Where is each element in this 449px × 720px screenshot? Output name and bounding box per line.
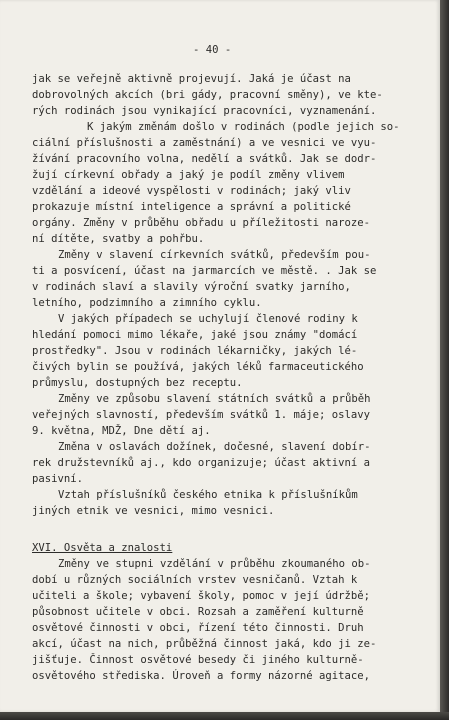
text-line: osvětového střediska. Úroveň a formy názorné agitace, (32, 670, 371, 682)
text-line: rek družstevníků aj., kdo organizuje; účast aktivní a (32, 457, 371, 469)
text-line: 9. května, MDŽ, Dne dětí aj. (32, 425, 211, 437)
text-line: dobrovolných akcích (bri gády, pracovní směny), ve kte- (32, 89, 383, 101)
text-line: pasivní. (32, 473, 84, 485)
text-line: Vztah příslušníků českého etnika k příslušníkům (58, 489, 358, 501)
text-line: jak se veřejně aktivně projevují. Jaká je účast na (32, 73, 351, 85)
text-line: Změny ve způsobu slavení státních svátků a průběh (58, 393, 371, 405)
page-number: - 40 - (193, 44, 232, 56)
text-line: ciální příslušnosti a zaměstnání) a ve vesnici ve vyu- (32, 137, 377, 149)
text-line: prostředky". Jsou v rodinách lékarničky, jakých lé- (32, 345, 358, 357)
text-line: čivých bylin se používá, jakých léků farmaceutického (32, 361, 364, 373)
text-line: jišťuje. Činnost osvětové besedy či jiného kulturně- (32, 654, 364, 666)
text-line: hledání pomoci mimo lékaře, jaké jsou známy "domácí (32, 329, 358, 341)
text-line: orgány. Změny v průběhu obřadu u příležitosti naroze- (32, 217, 371, 229)
section-heading: XVI. Osvěta a znalosti (32, 542, 173, 554)
text-line: vzdělání a ideové vyspělosti v rodinách; jaký vliv (32, 185, 351, 197)
text-line: ní dítěte, svatby a pohřbu. (32, 233, 205, 245)
text-line: rých rodinách jsou vynikající pracovníci, vyznamenání. (32, 105, 377, 117)
text-line: ti a posvícení, účast na jarmarcích ve městě. . Jak se (32, 265, 377, 277)
text-line: K jakým změnám došlo v rodinách (podle jejich so- (87, 121, 400, 133)
text-line: prokazuje místní inteligence a správní a politické (32, 201, 351, 213)
text-line: působnost učitele v obci. Rozsah a zaměření kulturně (32, 606, 364, 618)
text-line: učiteli a škole; vybavení školy, pomoc v její údržbě; (32, 590, 371, 602)
text-line: veřejných slavností, především svátků 1. máje; oslavy (32, 409, 371, 421)
text-line: Změny v slavení církevních svátků, především pou- (58, 249, 371, 261)
text-line: dobí u různých sociálních vrstev vesničanů. Vztah k (32, 574, 358, 586)
text-line: jiných etnik ve vesnici, mimo vesnici. (32, 505, 275, 517)
page-edge-right (440, 0, 449, 720)
text-line: Změny ve stupni vzdělání v průběhu zkoumaného ob- (58, 558, 371, 570)
text-line: Změna v oslavách dožínek, dočesné, slavení dobír- (58, 441, 371, 453)
text-line: žívání pracovního volna, nedělí a svátků. Jak se dodr- (32, 153, 377, 165)
text-line: letního, podzimního a zimního cyklu. (32, 297, 262, 309)
text-line: akcí, účast na nich, průběžná činnost jaká, kdo ji ze- (32, 638, 377, 650)
text-line: průmyslu, dostupných bez receptu. (32, 377, 243, 389)
text-line: v rodinách slaví a slavily výroční svatky jarního, (32, 281, 351, 293)
text-line: osvětové činnosti v obci, řízení této činnosti. Druh (32, 622, 364, 634)
text-line: žují církevní obřady a jaký je podíl změny vlivem (32, 169, 345, 181)
text-line: V jakých případech se uchylují členové rodiny k (58, 313, 358, 325)
page-edge-bottom (0, 712, 449, 720)
